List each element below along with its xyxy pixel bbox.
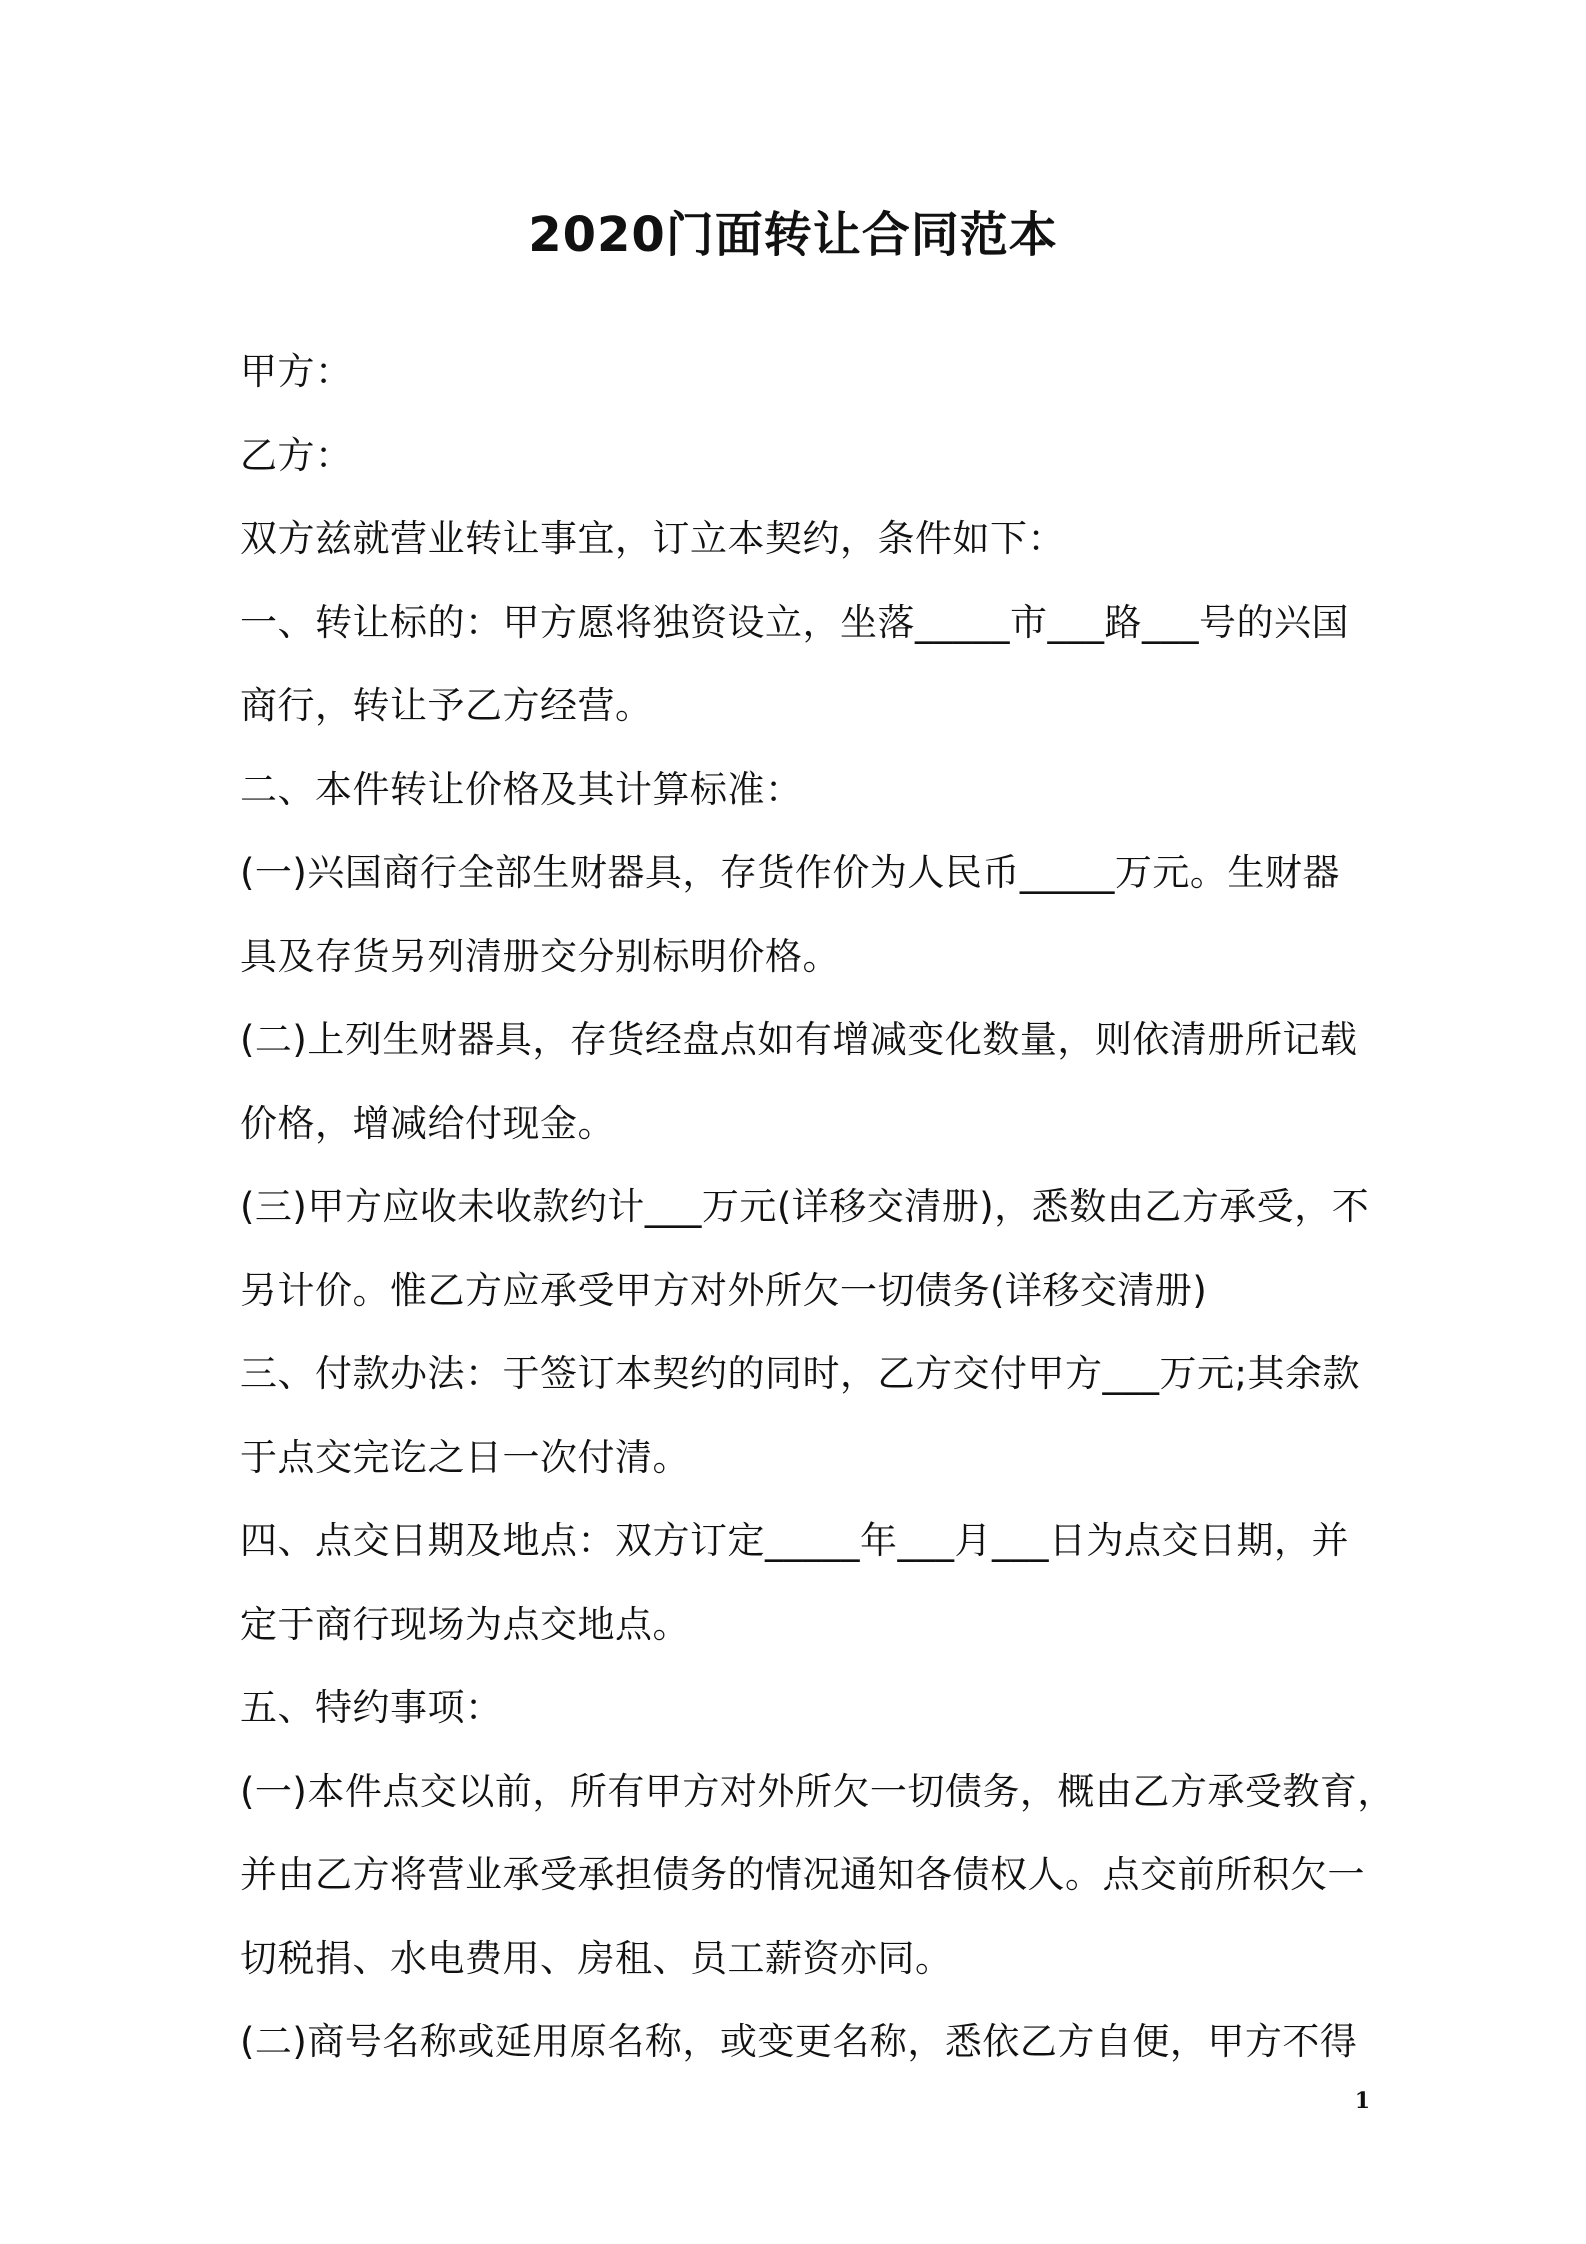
text-line: 具及存货另列清册交分别标明价格。	[240, 934, 840, 978]
text-line: (一)兴国商行全部生财器具，存货作价为人民币_____万元。生财器	[240, 851, 1340, 894]
text-line: 定于商行现场为点交地点。	[240, 1602, 690, 1646]
text-line: 另计价。惟乙方应承受甲方对外所欠一切债务(详移交清册)	[240, 1268, 1208, 1312]
text-line: 价格，增减给付现金。	[240, 1101, 615, 1145]
text-line: 乙方：	[240, 433, 353, 477]
document-body	[240, 330, 1395, 2084]
text-line: (二)商号名称或延用原名称，或变更名称，悉依乙方自便，甲方不得	[240, 2020, 1358, 2063]
text-line: (二)上列生财器具，存货经盘点如有增减变化数量，则依清册所记载	[240, 1018, 1358, 1061]
text-line: 商行，转让予乙方经营。	[240, 684, 653, 727]
document-title: 2020门面转让合同范本	[528, 207, 1058, 263]
text-line: (一)本件点交以前，所有甲方对外所欠一切债务，概由乙方承受教育，	[240, 1769, 1395, 1813]
text-line: 三、付款办法：于签订本契约的同时，乙方交付甲方___万元;其余款	[240, 1352, 1360, 1395]
text-line: 于点交完讫之日一次付清。	[240, 1435, 690, 1479]
text-line: 甲方：	[240, 350, 353, 393]
text-line: 一、转让标的：甲方愿将独资设立，坐落_____市___路___号的兴国	[240, 600, 1349, 644]
text-line: 二、本件转让价格及其计算标准：	[240, 767, 803, 811]
page-number: 1	[1354, 2088, 1370, 2114]
text-line: (三)甲方应收未收款约计___万元(详移交清册)，悉数由乙方承受，不	[240, 1185, 1370, 1228]
text-line: 切税捐、水电费用、房租、员工薪资亦同。	[240, 1936, 953, 1980]
text-line: 四、点交日期及地点：双方订定_____年___月___日为点交日期，并	[240, 1519, 1349, 1562]
text-line: 双方兹就营业转让事宜，订立本契约，条件如下：	[240, 517, 1065, 560]
text-line: 五、特约事项：	[240, 1686, 503, 1729]
text-line: 并由乙方将营业承受承担债务的情况通知各债权人。点交前所积欠一	[240, 1853, 1365, 1896]
